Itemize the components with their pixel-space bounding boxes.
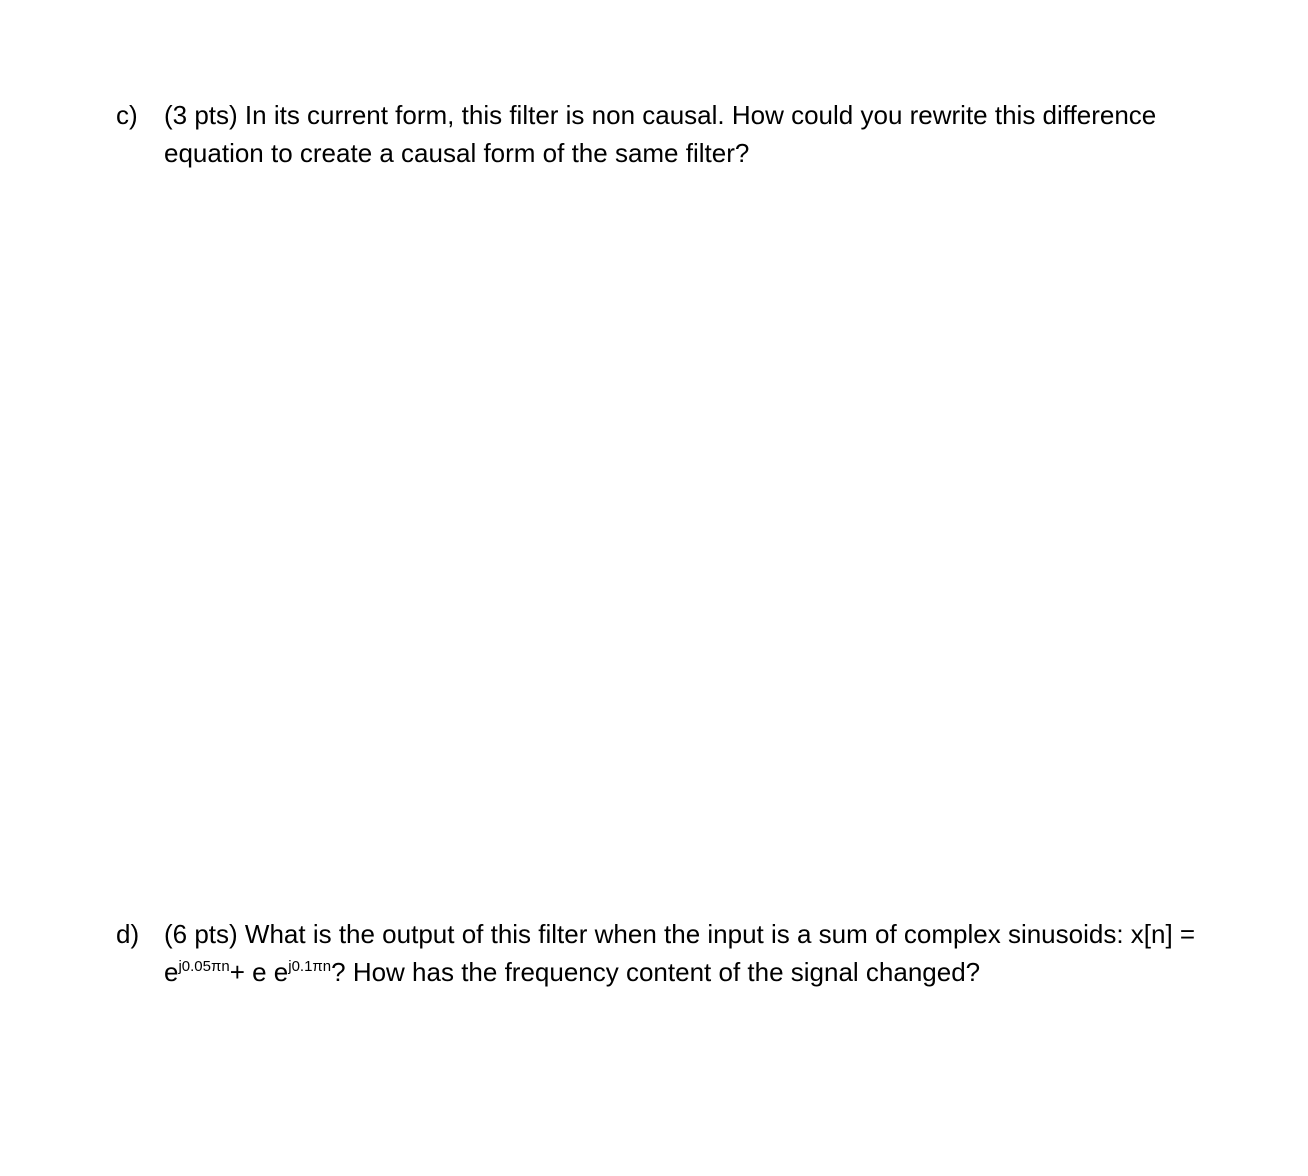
question-c-line-2: equation to create a causal form of the same filter? [164,138,750,168]
question-d-line-1: (6 pts) What is the output of this filter when the input is a sum of complex sinusoids: x[n] = [164,919,1196,949]
question-d [116,915,1276,991]
plus-operator: + e [229,957,274,987]
question-d-text [164,915,1276,991]
question-c-label: c) [116,100,138,130]
question-d-label: d) [116,919,140,949]
question-d-line-2-rest: ? How has the frequency content of the signal changed? [331,957,981,987]
exp-term-2-base: e [273,957,289,987]
question-c [116,96,1276,172]
exp-term-1-exponent: j0.05πn [178,958,230,975]
question-c-text [164,96,1276,172]
exp-term-2-exponent: j0.1πn [288,958,332,975]
question-d-line-2 [164,953,1276,991]
question-c-line-1: (3 pts) In its current form, this filter is non causal. How could you rewrite this difference [164,100,1157,130]
exp-term-1-base: e [164,957,179,987]
